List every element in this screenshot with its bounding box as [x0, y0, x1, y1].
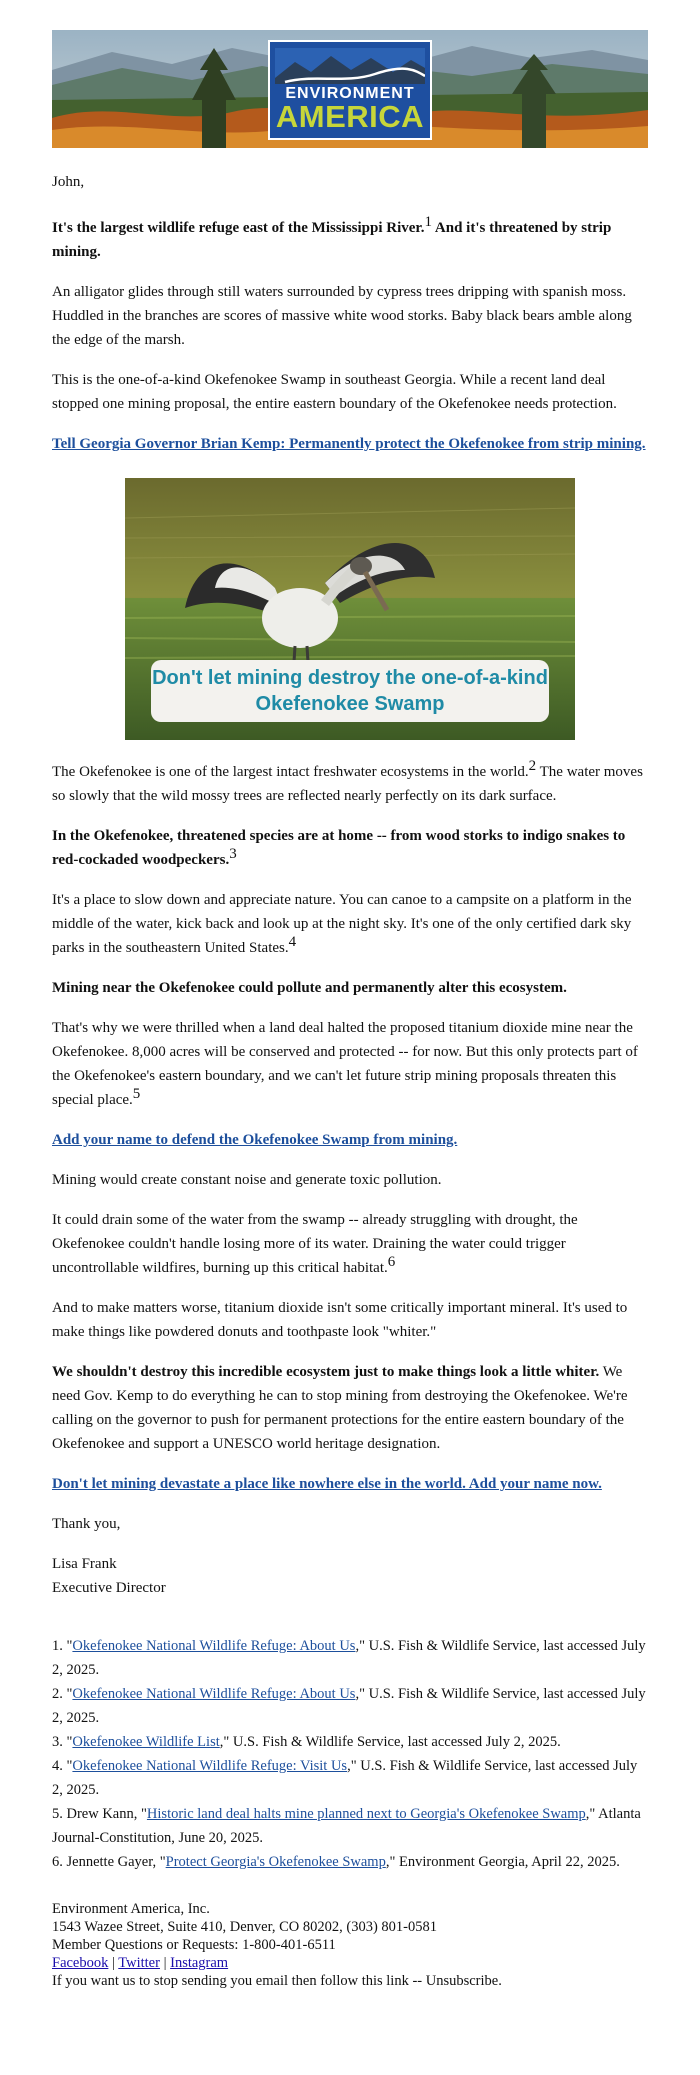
footnote-4-link[interactable]: Okefenokee National Wildlife Refuge: Visit Us: [72, 1758, 348, 1774]
caption-line-2: Okefenokee Swamp: [255, 693, 445, 715]
environment-america-logo: [268, 40, 432, 140]
footnote-2-link[interactable]: Okefenokee National Wildlife Refuge: About Us: [72, 1686, 356, 1702]
footnote-5-link[interactable]: Historic land deal halts mine planned next to Georgia's Okefenokee Swamp: [146, 1806, 586, 1822]
paragraph-titanium-dioxide: And to make matters worse, titanium dioxide isn't some critically important mineral. It's used to make things like powdered donuts and toothpaste look "whiter.": [52, 1300, 628, 1340]
lead-text-2: And it's threatened by strip mining.: [52, 220, 612, 260]
paragraph-whiter: [52, 1360, 648, 1456]
footer-unsubscribe[interactable]: If you want us to stop sending you email then follow this link -- Unsubscribe.: [52, 1973, 502, 1989]
paragraph-dark-sky: [52, 888, 648, 960]
footer-address: 1543 Wazee Street, Suite 410, Denver, CO 80202, (303) 801-0581: [52, 1919, 437, 1935]
footnote-ref-1: 1: [424, 214, 432, 230]
para9-text: We need Gov. Kemp to do everything he can to stop mining from destroying the Okefenokee. We're calling on the governor to push for permanent protections for the entire eastern boundary of the Okefenokee and support a UNESCO world heritage designation.: [52, 1364, 628, 1452]
twitter-link[interactable]: Twitter: [118, 1955, 160, 1971]
footnote-ref-5: 5: [132, 1086, 141, 1102]
footer-member-line: Member Questions or Requests: 1-800-401-6511: [52, 1937, 336, 1953]
cta-link-devastate[interactable]: Don't let mining devastate a place like nowhere else in the world. Add your name now.: [52, 1476, 602, 1492]
bold4-text: We shouldn't destroy this incredible ecosystem just to make things look a little whiter.: [52, 1364, 600, 1380]
footnote-1-pre: 1. ": [52, 1638, 73, 1654]
footnote-ref-2: 2: [528, 758, 537, 774]
footnote-6: [52, 1850, 648, 1874]
greeting: John,: [52, 174, 85, 190]
para7-text: It could drain some of the water from the swamp -- already struggling with drought, the Okefenokee couldn't handle losing more of its water. Draining the water could trigger uncontrollable wildfires, burning up this critical habitat.: [52, 1212, 578, 1276]
footnote-6-link[interactable]: Protect Georgia's Okefenokee Swamp: [165, 1854, 386, 1870]
caption-line-1: Don't let mining destroy the one-of-a-kind: [152, 667, 548, 689]
paragraph-okefenokee-intro: This is the one-of-a-kind Okefenokee Swamp in southeast Georgia. While a recent land deal stopped one mining proposal, the entire eastern boundary of the Okefenokee needs protection.: [52, 372, 617, 412]
footnote-3: [52, 1730, 648, 1754]
social-sep-2: |: [159, 1955, 171, 1971]
footnote-5: [52, 1802, 648, 1850]
footnote-4: [52, 1754, 648, 1802]
footnote-4-post: ," U.S. Fish & Wildlife Service, last accessed July 2, 2025.: [52, 1758, 638, 1798]
lead-text: It's the largest wildlife refuge east of the Mississippi River.: [52, 220, 425, 236]
para5-text: That's why we were thrilled when a land deal halted the proposed titanium dioxide mine near the Okefenokee. 8,000 acres will be conserved and protected -- for now. But this only protects part of the Okefenokee's eastern boundary, and we can't let future strip mining proposals threaten this special place.: [52, 1020, 638, 1108]
footnote-1-link[interactable]: Okefenokee National Wildlife Refuge: About Us: [72, 1638, 356, 1654]
paragraph-mining-pollute: Mining near the Okefenokee could pollute and permanently alter this ecosystem.: [52, 980, 567, 996]
footnote-4-pre: 4. ": [52, 1758, 73, 1774]
logo-line-1: ENVIRONMENT: [285, 85, 415, 102]
footnote-1-post: ," U.S. Fish & Wildlife Service, last accessed July 2, 2025.: [52, 1638, 646, 1678]
footnote-2-pre: 2. ": [52, 1686, 73, 1702]
cta-link-add-your-name[interactable]: Add your name to defend the Okefenokee Swamp from mining.: [52, 1132, 458, 1148]
logo-mountain-icon: [275, 48, 425, 84]
image-caption: [151, 660, 549, 722]
wood-stork-image[interactable]: [125, 478, 575, 740]
cta-paragraph-2: [52, 1128, 648, 1152]
cta-link-protect-okefenokee[interactable]: Tell Georgia Governor Brian Kemp: Permanently protect the Okefenokee from strip mining.: [52, 436, 646, 452]
footer-org: Environment America, Inc.: [52, 1901, 210, 1917]
header-banner: [52, 30, 648, 148]
footnote-3-link[interactable]: Okefenokee Wildlife List: [72, 1734, 220, 1750]
signer-title: Executive Director: [52, 1580, 166, 1596]
facebook-link[interactable]: Facebook: [52, 1955, 109, 1971]
footnote-5-post: ," Atlanta Journal-Constitution, June 20, 2025.: [52, 1806, 641, 1846]
email-body: [52, 0, 648, 1990]
cta-paragraph-1: [52, 432, 648, 456]
paragraph-threatened-species: [52, 824, 648, 872]
footnote-1: [52, 1634, 648, 1682]
para3-text-a: The Okefenokee is one of the largest intact freshwater ecosystems in the world.: [52, 764, 529, 780]
email-footer: [52, 1900, 648, 1990]
footnote-ref-3: 3: [229, 846, 237, 862]
signoff: Thank you,: [52, 1516, 121, 1532]
footnote-3-pre: 3. ": [52, 1734, 73, 1750]
cta-paragraph-3: [52, 1472, 648, 1496]
footnote-ref-4: 4: [288, 934, 297, 950]
para4-text: It's a place to slow down and appreciate nature. You can canoe to a campsite on a platform in the middle of the water, kick back and look up at the night sky. It's one of the only certified dark sky parks in the southeastern United States.: [52, 892, 632, 956]
lead-paragraph: [52, 216, 648, 264]
footnote-2: [52, 1682, 648, 1730]
paragraph-noise: Mining would create constant noise and generate toxic pollution.: [52, 1172, 442, 1188]
bold2-text: In the Okefenokee, threatened species are at home -- from wood storks to indigo snakes to red-cockaded woodpeckers.: [52, 828, 626, 868]
paragraph-ecosystem: [52, 760, 648, 808]
footnote-6-pre: 6. Jennette Gayer, ": [52, 1854, 166, 1870]
paragraph-drain-water: [52, 1208, 648, 1280]
footnote-6-post: ," Environment Georgia, April 22, 2025.: [385, 1854, 620, 1870]
para3-text-b: The water moves so slowly that the wild mossy trees are reflected nearly perfectly on its dark surface.: [52, 764, 643, 804]
footer-social-links: [52, 1954, 648, 1972]
social-sep-1: |: [108, 1955, 119, 1971]
paragraph-land-deal: [52, 1016, 648, 1112]
signer-name: Lisa Frank: [52, 1556, 117, 1572]
footnote-5-pre: 5. Drew Kann, ": [52, 1806, 147, 1822]
footnote-2-post: ," U.S. Fish & Wildlife Service, last accessed July 2, 2025.: [52, 1686, 646, 1726]
footnote-3-post: ," U.S. Fish & Wildlife Service, last accessed July 2, 2025.: [219, 1734, 561, 1750]
footnote-ref-6: 6: [387, 1254, 396, 1270]
instagram-link[interactable]: Instagram: [170, 1955, 229, 1971]
paragraph-alligator: An alligator glides through still waters surrounded by cypress trees dripping with spanish moss. Huddled in the branches are scores of massive white wood storks. Baby black bears amble along the edge of the marsh.: [52, 284, 632, 348]
footnotes: [52, 1634, 648, 1874]
logo-line-2: AMERICA: [275, 99, 425, 134]
